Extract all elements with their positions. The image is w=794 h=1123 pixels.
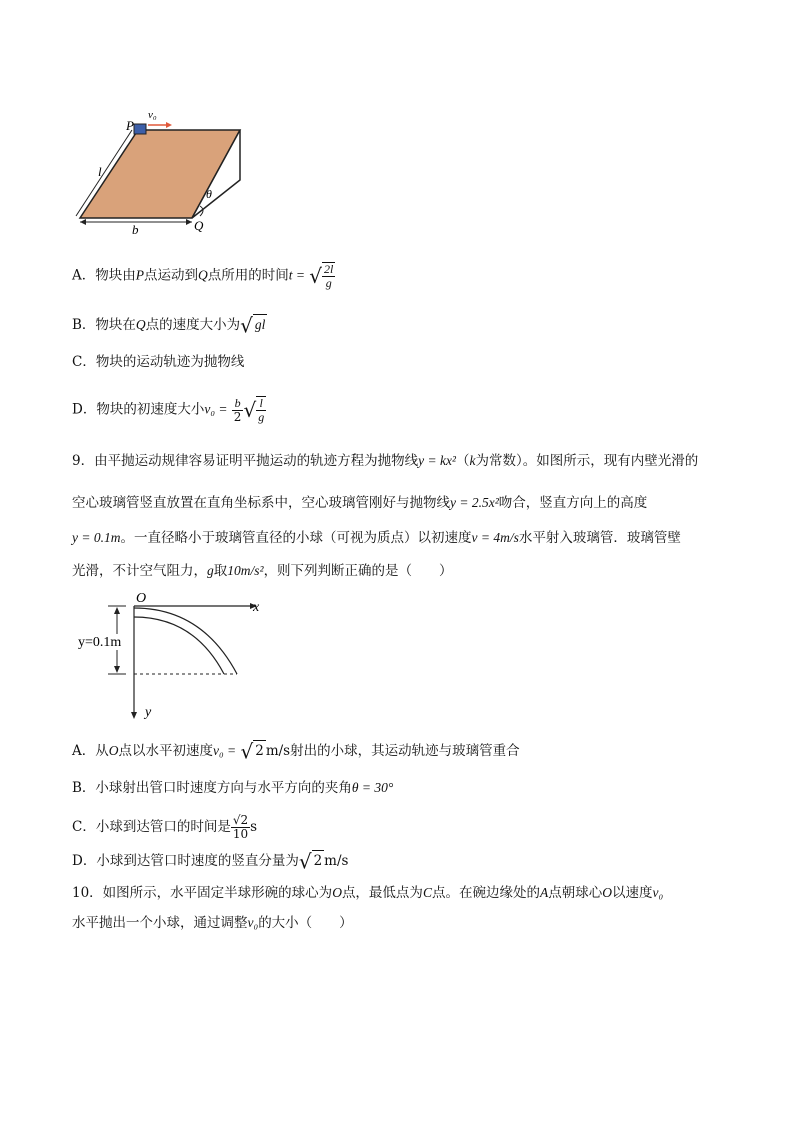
q10-l2-b: 的大小（ ） — [258, 915, 353, 931]
q8-d-text: D．物块的初速度大小 — [72, 401, 205, 418]
base-arrow-right — [186, 219, 192, 225]
sqrt-icon: √ — [298, 849, 312, 874]
q8-d-rad-frac — [256, 396, 266, 424]
q9-l1-eq: y = kx² — [418, 453, 456, 468]
q9-l1-c: 为常数）。如图所示，现有内壁光滑的 — [475, 453, 699, 469]
q9-c-frac — [231, 814, 250, 841]
label-v0: v₀ — [148, 109, 157, 121]
q8-b-text-1: B．物块在 — [72, 317, 136, 333]
velocity-arrowhead — [166, 122, 172, 128]
q9-a-text-2: 点以水平初速度 — [118, 743, 213, 759]
q9-stem-line-4 — [72, 561, 453, 581]
q9-l2-b: 吻合，竖直方向上的高度 — [498, 495, 648, 511]
q8-a-point-q: Q — [198, 267, 208, 283]
q8-d-rnum: l — [256, 397, 266, 411]
sqrt-icon: √ — [243, 398, 257, 422]
fig-height-label: y=0.1m — [78, 635, 122, 650]
q8-b-point-q: Q — [135, 317, 146, 332]
q8-b-text-2: 点的速度大小为 — [145, 317, 241, 333]
q8-a-text-1: A．物块由 — [72, 267, 136, 284]
q10-l2-a: 水平抛出一个小球，通过调整 — [72, 915, 248, 931]
q9-l2-eq: y = 2.5x² — [450, 495, 499, 510]
q9-a-unit: m/s — [265, 743, 291, 759]
q9-l1-k: k — [469, 453, 476, 468]
height-arrow-down — [114, 666, 120, 673]
q9-l4-c: ，则下列判断正确的是（ ） — [263, 563, 453, 579]
q10-l1-o2: O — [602, 885, 612, 900]
q9-l2-a: 空心玻璃管竖直放置在直角坐标系中，空心玻璃管刚好与抛物线 — [72, 495, 450, 511]
q10-l1-b: 点，最低点为 — [341, 885, 423, 901]
q9-stem-line-3 — [72, 528, 681, 548]
q9-a-text-1: A．从 — [72, 743, 109, 759]
q10-stem-line-2 — [72, 913, 353, 933]
q9-d-text: D．小球到达管口时速度的竖直分量为 — [72, 853, 299, 869]
q9-a-text-3: 射出的小球，其运动轨迹与玻璃管重合 — [290, 743, 520, 759]
tube-inner-wall — [134, 617, 224, 674]
q9-d-unit: m/s — [324, 853, 349, 869]
sqrt-icon: √ — [240, 313, 253, 338]
label-Q: Q — [194, 218, 204, 233]
q9-a-point-o: O — [108, 743, 119, 758]
q9-l4-a: 光滑，不计空气阻力， — [72, 563, 207, 579]
fig-label-O: O — [136, 591, 147, 606]
q9-l3-v: v = 4m/s — [471, 530, 519, 545]
q10-l1-e: 以速度 — [611, 885, 653, 901]
q10-l1-a: 10．如图所示，水平固定半球形碗的球心为 — [72, 885, 333, 901]
q9-option-d — [72, 850, 348, 872]
q8-a-t-eq: t = — [288, 267, 305, 283]
q8-a-den: g — [325, 276, 332, 290]
q8-d-frac — [232, 397, 244, 424]
q10-l2-v: v₀ — [247, 915, 259, 930]
q9-a-v-eq: v₀ = — [213, 743, 237, 758]
q9-c-unit: s — [250, 819, 258, 835]
q9-l1-b: （ — [455, 453, 470, 469]
q9-option-c — [72, 814, 257, 841]
q9-l4-b: 取 — [213, 563, 228, 579]
q9-c-den: 10 — [232, 827, 249, 841]
q9-l4-gv: 10m/s² — [227, 563, 264, 578]
height-arrow-up — [114, 607, 120, 614]
q8-b-radicand: gl — [253, 314, 268, 335]
q8-a-text-3: 点所用的时间 — [207, 267, 289, 284]
label-l: l — [98, 164, 102, 179]
q10-l1-v: v₀ — [652, 885, 664, 900]
q9-option-a — [72, 740, 520, 762]
incline-figure — [66, 100, 256, 240]
q9-c-num: √2 — [232, 813, 249, 827]
q9-l3-a: 。一直径略小于玻璃管直径的小球（可视为质点）以初速度 — [120, 530, 472, 546]
base-arrow-left — [80, 219, 86, 225]
tube-figure — [72, 588, 272, 723]
block — [134, 124, 146, 134]
label-b: b — [132, 222, 139, 237]
q8-option-d — [72, 396, 266, 424]
q8-d-den: 2 — [233, 409, 242, 424]
q8-d-num: b — [232, 397, 244, 411]
q10-l1-c: 点。在碗边缘处的 — [431, 885, 540, 901]
q9-a-radicand: 2 — [253, 740, 266, 761]
sqrt-icon: √ — [309, 264, 323, 288]
y-axis-arrow — [131, 712, 137, 719]
q8-a-frac — [322, 262, 335, 290]
q10-l1-d: 点朝球心 — [548, 885, 603, 901]
q9-l1-a: 9．由平抛运动规律容易证明平抛运动的轨迹方程为抛物线 — [72, 453, 419, 469]
label-P: P — [126, 118, 134, 133]
q9-b-eq: θ = 30° — [351, 780, 394, 795]
q8-a-num: 2l — [324, 262, 334, 276]
q10-l1-o: O — [332, 885, 342, 900]
q9-l4-g: g — [207, 563, 214, 578]
q9-option-b — [72, 778, 393, 798]
q9-stem-line-2 — [72, 493, 647, 513]
q8-d-rden: g — [258, 410, 265, 424]
fig-label-x: x — [253, 600, 260, 615]
q9-c-text: C．小球到达管口的时间是 — [72, 819, 231, 835]
q8-d-v-eq: v₀ = — [204, 401, 228, 417]
q9-l3-eq: y = 0.1m — [72, 530, 121, 545]
q9-b-text: B．小球射出管口时速度方向与水平方向的夹角 — [72, 780, 352, 796]
label-theta: θ — [206, 187, 212, 201]
q8-c-text: C．物块的运动轨迹为抛物线 — [72, 354, 245, 370]
q8-option-c — [72, 352, 244, 372]
q9-l3-b: 水平射入玻璃管．玻璃管壁 — [518, 530, 681, 546]
q8-a-point-p: P — [135, 267, 144, 283]
q10-stem-line-1 — [72, 883, 663, 903]
q10-l1-c-point: C — [422, 885, 432, 900]
q8-a-text-2: 点运动到 — [144, 267, 198, 284]
q9-d-radicand: 2 — [312, 850, 325, 871]
fig-label-y: y — [145, 705, 152, 720]
q9-stem-line-1 — [72, 451, 698, 471]
q8-option-b — [72, 314, 267, 336]
q10-l1-a-point: A — [539, 885, 549, 900]
q8-option-a — [72, 262, 335, 290]
sqrt-icon: √ — [240, 739, 254, 764]
